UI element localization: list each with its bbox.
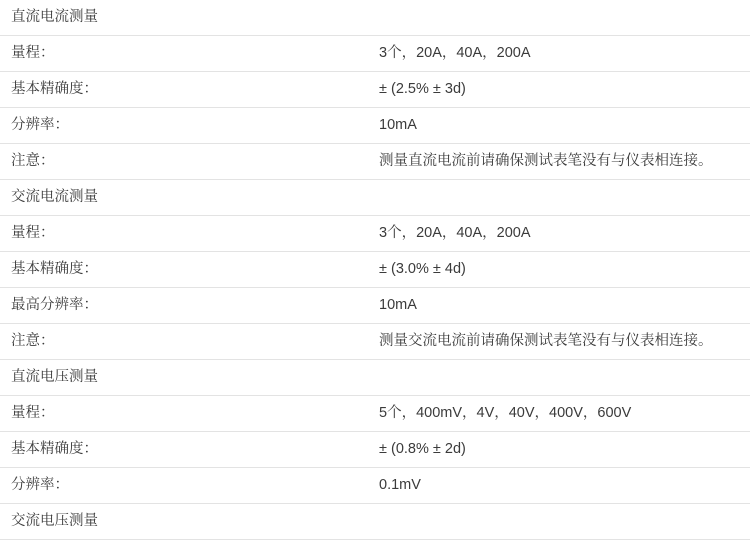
table-row (0, 468, 750, 504)
spec-value: 3个，20A，40A，200A (375, 36, 750, 72)
table-row (0, 288, 750, 324)
section-header-row (0, 0, 750, 36)
spec-label: 注意： (0, 324, 375, 360)
section-title: 交流电流测量 (0, 180, 750, 216)
section-title: 交流电压测量 (0, 504, 750, 540)
table-row (0, 72, 750, 108)
section-title: 直流电压测量 (0, 360, 750, 396)
spec-label: 基本精确度： (0, 72, 375, 108)
spec-value: 5个，400mV，4V，40V，400V，600V (375, 396, 750, 432)
spec-label: 基本精确度： (0, 432, 375, 468)
section-header-row (0, 180, 750, 216)
section-title: 直流电流测量 (0, 0, 750, 36)
table-row (0, 108, 750, 144)
spec-label: 注意： (0, 144, 375, 180)
spec-label: 最高分辨率： (0, 288, 375, 324)
spec-value: 0.1mV (375, 468, 750, 504)
table-row (0, 252, 750, 288)
spec-value: 10mA (375, 288, 750, 324)
spec-label: 分辨率： (0, 468, 375, 504)
table-row (0, 324, 750, 360)
spec-value: ± (2.5% ± 3d) (375, 72, 750, 108)
spec-value: ± (3.0% ± 4d) (375, 252, 750, 288)
table-row (0, 432, 750, 468)
spec-value: ± (0.8% ± 2d) (375, 432, 750, 468)
spec-label: 量程： (0, 36, 375, 72)
table-row (0, 216, 750, 252)
spec-label: 量程： (0, 216, 375, 252)
spec-label: 量程： (0, 396, 375, 432)
spec-value: 10mA (375, 108, 750, 144)
table-row (0, 144, 750, 180)
table-row (0, 396, 750, 432)
section-header-row (0, 504, 750, 540)
spec-value: 3个，20A，40A，200A (375, 216, 750, 252)
table-row (0, 36, 750, 72)
spec-value: 测量直流电流前请确保测试表笔没有与仪表相连接。 (375, 144, 750, 180)
section-header-row (0, 360, 750, 396)
spec-value: 测量交流电流前请确保测试表笔没有与仪表相连接。 (375, 324, 750, 360)
spec-label: 基本精确度： (0, 252, 375, 288)
spec-label: 分辨率： (0, 108, 375, 144)
